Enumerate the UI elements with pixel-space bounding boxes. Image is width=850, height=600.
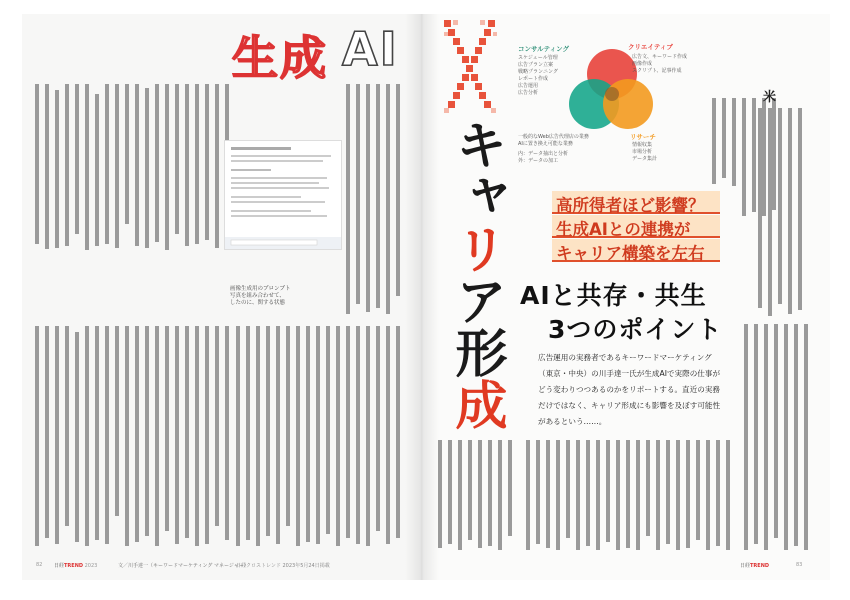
text-columns (236, 326, 400, 546)
section-mark-kome: 米 (763, 90, 777, 105)
venn-item: 戦略プランニング (518, 69, 558, 75)
magazine-logo-prefix: 日経 (740, 563, 751, 569)
left-body-text-upper (35, 84, 230, 252)
right-magazine-logo (740, 562, 769, 569)
caption-line: したのに、関する状態 (230, 300, 286, 306)
body-text-lines (758, 108, 810, 318)
right-body-text-lower-left (438, 440, 518, 552)
text-columns (35, 84, 229, 250)
body-text-lines (526, 440, 730, 552)
text-columns (744, 324, 808, 550)
text-columns (526, 440, 730, 550)
figure-caption (230, 286, 330, 307)
magazine-logo-prefix: 日経 (54, 563, 65, 569)
venn-note (518, 134, 598, 165)
headline-line-2: 3つのポイント (548, 315, 723, 344)
text-columns (438, 440, 512, 550)
overlap-center (605, 87, 619, 101)
venn-note-line: 内：データ抽出と分析 (518, 151, 569, 157)
caption-line: 写真を組み合わせて、 (230, 293, 285, 299)
venn-item: 広告プラン立案 (518, 62, 554, 68)
venn-item: スケジュール管理 (518, 55, 558, 61)
venn-item: 広告文、キーワード作成 (632, 54, 688, 60)
right-page-number: 83 (796, 562, 803, 568)
magazine-logo-text: TREND (64, 563, 84, 569)
venn-label-consulting: コンサルティング (518, 45, 570, 53)
venn-item: データ集計 (632, 156, 658, 162)
subhead-line-2: 生成AIとの連携が (556, 220, 691, 239)
venn-item: 情報収集 (632, 142, 653, 148)
body-text-lines (438, 440, 518, 552)
body-text-lines (35, 84, 230, 252)
left-page-number: 82 (36, 562, 43, 568)
subhead-line-3: キャリア構築を左右 (556, 244, 705, 263)
pixel-x-mark (444, 20, 500, 120)
body-text-lines (236, 326, 411, 548)
venn-item: 市場分析 (632, 149, 653, 155)
venn-note-line: AIに置き換え可能な業務 (518, 141, 573, 147)
left-magazine-logo (54, 562, 97, 569)
headline-line-1: AIと共存・共生 (520, 281, 707, 310)
venn-item: 広告分析 (518, 90, 539, 96)
prompt-screenshot-figure (224, 140, 342, 250)
pixel-x-graphic (444, 20, 500, 116)
right-body-text-lower-middle (526, 440, 730, 552)
venn-item: スクリプト、記事作成 (632, 68, 682, 74)
author-credit: 文／川手達一（キーワードマーケティング マネージャー） (118, 563, 249, 569)
venn-item: レポート作成 (518, 76, 549, 82)
magazine-logo-year: 2023 (84, 563, 98, 569)
venn-list-consulting (518, 55, 568, 97)
screenshot-content (225, 141, 341, 249)
gutter-shadow (405, 14, 439, 580)
left-body-text-lower (35, 326, 230, 548)
venn-label-research: リサーチ (630, 133, 656, 141)
left-title-ai: AI (342, 22, 399, 76)
body-text-lines (346, 84, 408, 316)
magazine-logo-text: TREND (750, 563, 770, 569)
venn-item: 画像作成 (632, 61, 653, 67)
title-chars-akei: ア形 (446, 274, 507, 378)
venn-list-research (632, 142, 702, 163)
title-char-ri: リ (446, 222, 507, 274)
text-columns (758, 108, 802, 316)
venn-note-line: 一般的なWeb広告代理店の業務 (518, 134, 589, 140)
venn-list-creative (632, 54, 702, 75)
lead-paragraph: 広告運用の実務者であるキーワードマーケティング（東京・中央）の川手達一氏が生成AIで実際の仕事がどう変わりつつあるのかをリポートする。直近の実務だけではなく、キャリア形成にも影響を及ぼす可能性があるという……。 (538, 353, 721, 426)
x-pixels (444, 20, 495, 108)
text-columns (346, 84, 400, 314)
venn-label-creative: クリエイティブ (628, 43, 673, 51)
subhead-line-1: 高所得者ほど影響？ (556, 196, 705, 215)
research-circle (603, 79, 653, 129)
right-body-text-lower-right (744, 324, 816, 552)
venn-item: 広告運用 (518, 83, 539, 89)
right-body-text-right (758, 108, 810, 318)
left-body-text-lower-right (236, 326, 411, 548)
text-columns (35, 326, 229, 546)
left-title-seisei: 生成 (232, 31, 328, 85)
vertical-title-career-building (445, 118, 507, 430)
caption-line: 画像生成用のプロンプト (230, 286, 291, 292)
title-chars-kya: キャ (446, 118, 507, 222)
left-body-text-right-upper (346, 84, 408, 316)
publication-note: 日経クロストレンド 2023年5月24日掲載 (236, 563, 330, 569)
body-text-lines (744, 324, 816, 552)
body-text-lines (35, 326, 230, 548)
venn-note-line: 外：データの加工 (518, 158, 559, 164)
title-char-sei: 成 (446, 378, 507, 430)
